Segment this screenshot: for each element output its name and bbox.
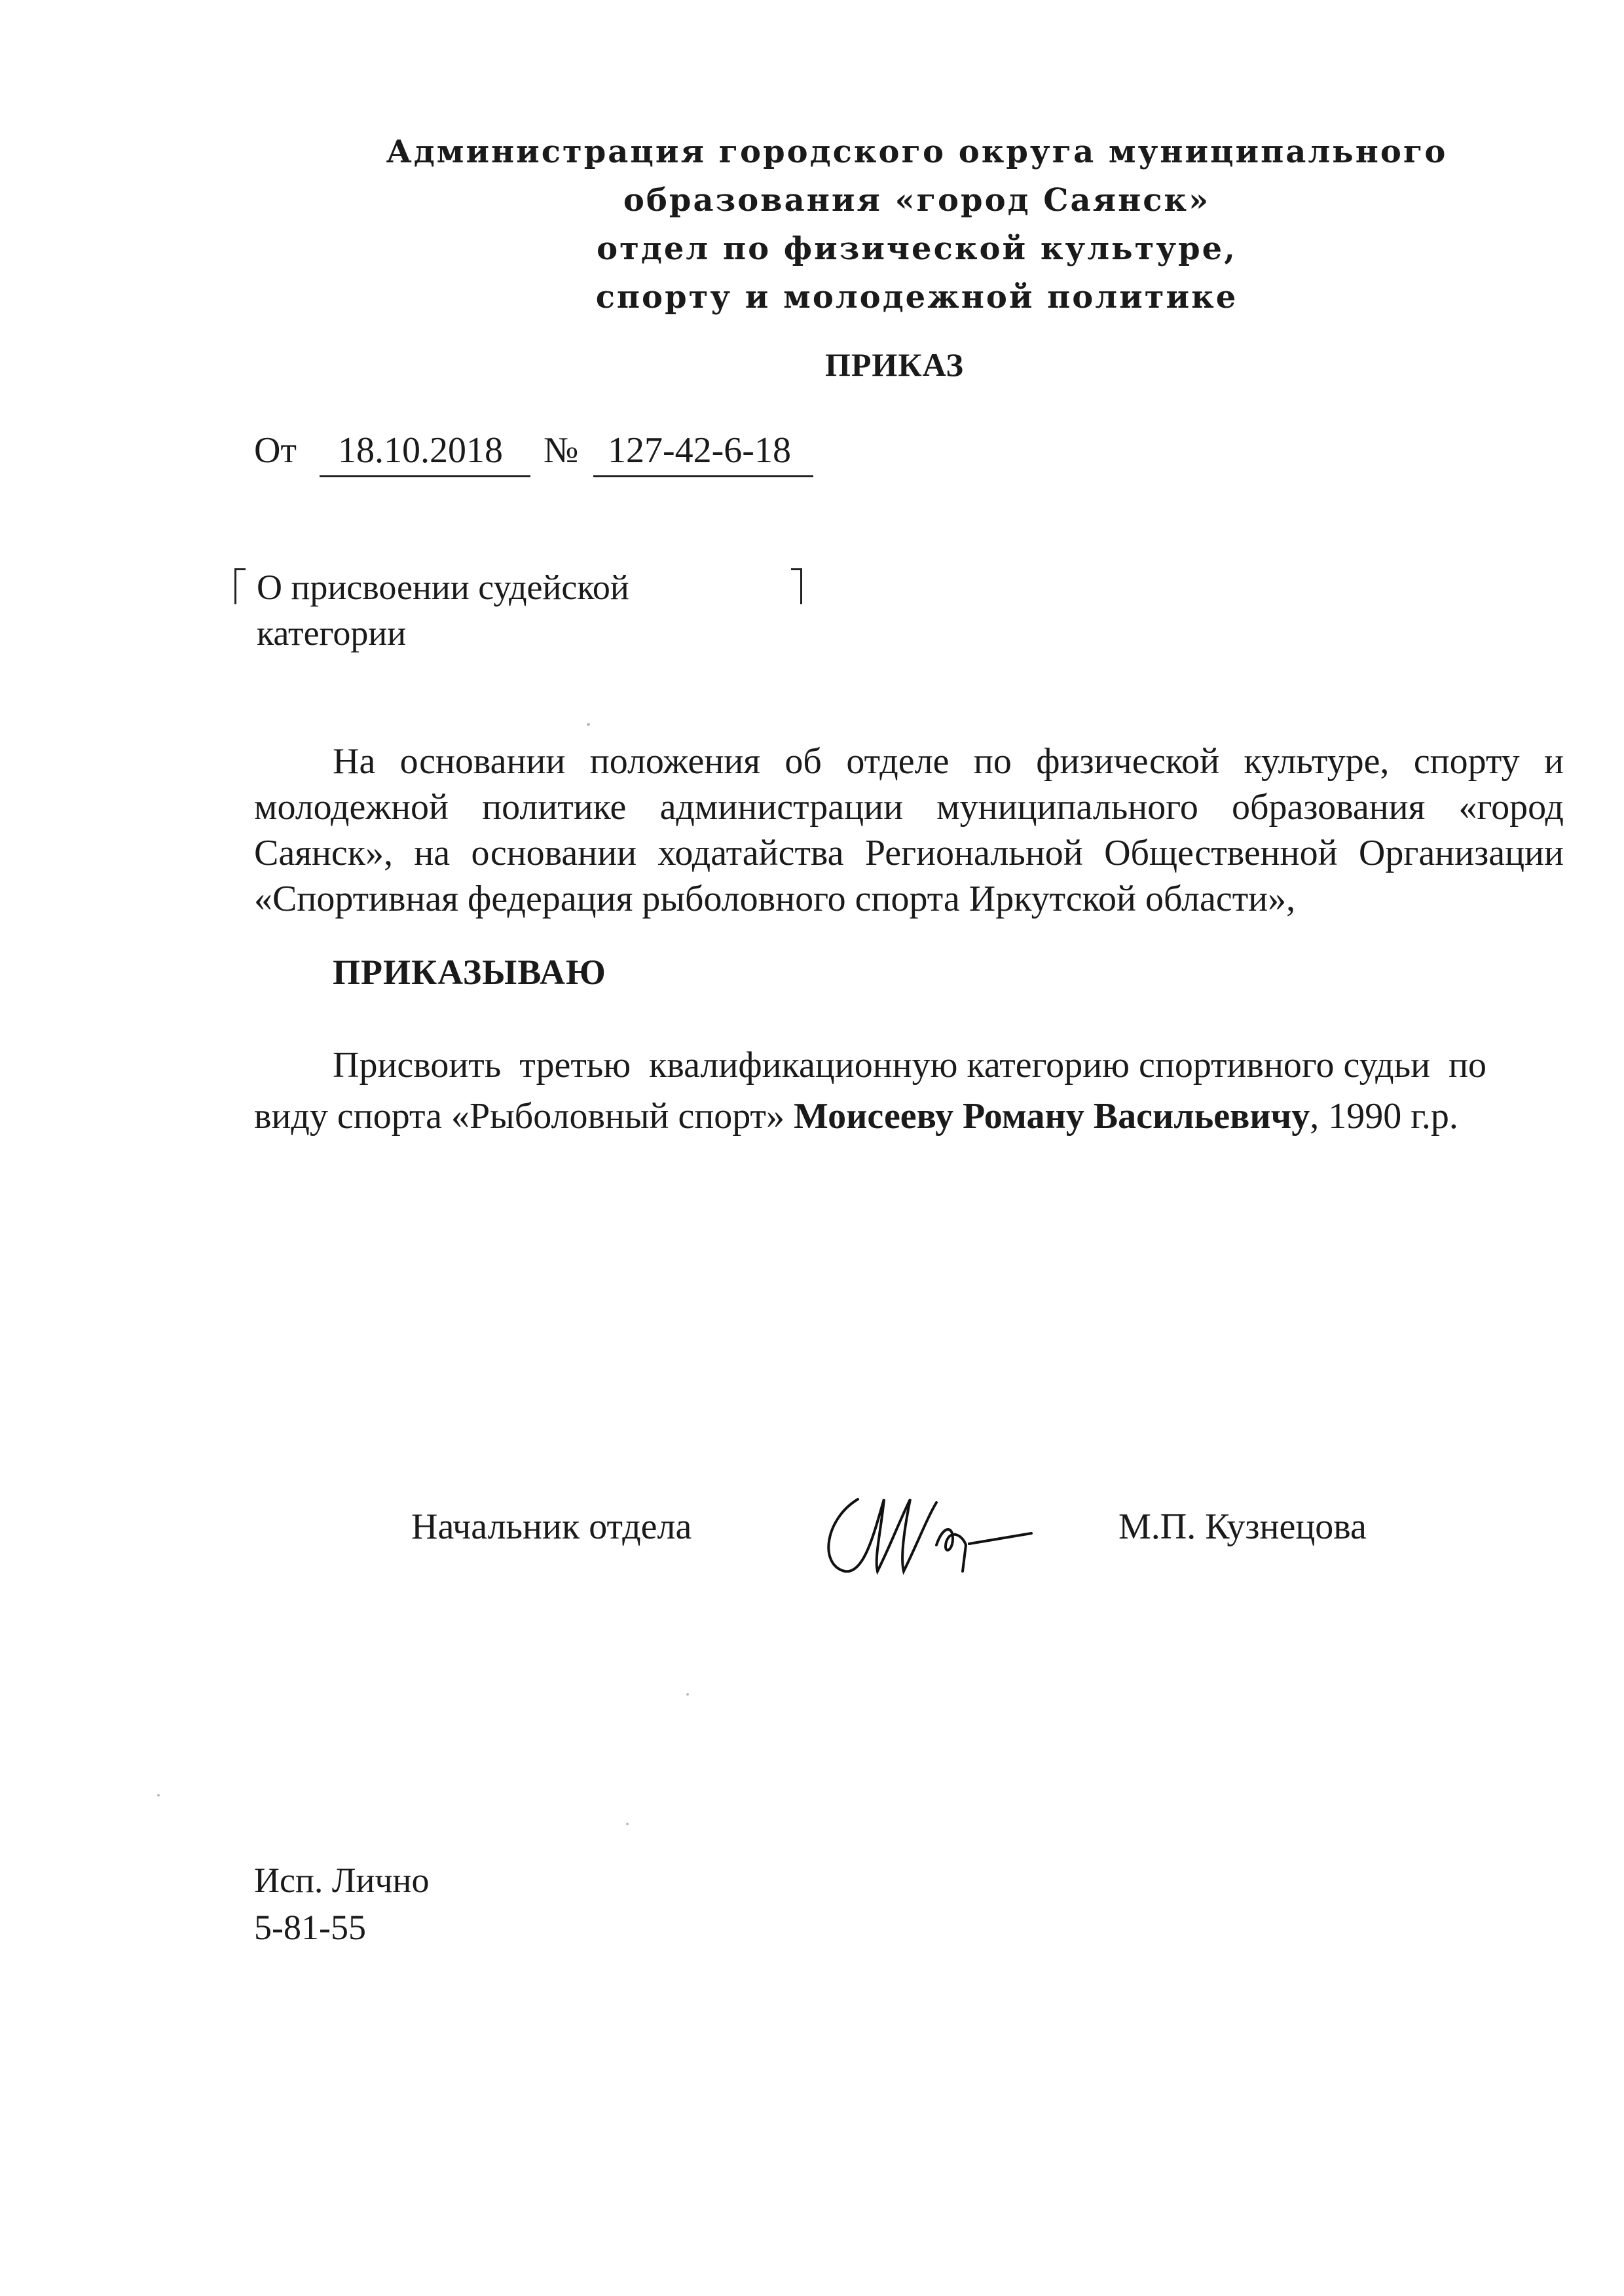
basis-line-2: молодежной политике администрации муниципального образования «город <box>254 787 1564 828</box>
basis-line-1: На основании положения об отделе по физической культуре, спорту и <box>333 741 1564 782</box>
decree-line-1: Присвоить третью квалификационную категорию спортивного судьи по <box>333 1045 1487 1085</box>
subject-bracket-left <box>234 568 246 604</box>
order-date: 18.10.2018 <box>338 430 503 471</box>
organization-header <box>0 128 1624 321</box>
decree-paragraph <box>254 1040 1564 1142</box>
scan-speck <box>587 723 590 726</box>
from-label: От <box>254 430 297 471</box>
order-subject <box>257 564 629 656</box>
scan-speck <box>686 1693 689 1696</box>
date-underline <box>320 475 530 477</box>
number-label: № <box>544 430 579 471</box>
header-line-2: образования «город Саянск» <box>623 182 1211 219</box>
subject-line-2: категории <box>257 613 407 653</box>
header-line-3: отдел по физической культуре, <box>597 230 1237 267</box>
decree-line-2-prefix: виду спорта «Рыболовный спорт» <box>254 1096 794 1137</box>
basis-line-4: «Спортивная федерация рыболовного спорта Иркутской области», <box>254 879 1296 919</box>
subject-bracket-right <box>791 568 802 604</box>
scan-speck <box>626 1823 629 1825</box>
order-number: 127-42-6-18 <box>608 430 791 471</box>
basis-paragraph <box>254 738 1564 922</box>
handwritten-signature <box>812 1473 1035 1584</box>
document-title: ПРИКАЗ <box>825 346 964 383</box>
decree-line-2-suffix: , 1990 г.р. <box>1310 1096 1458 1137</box>
subject-line-1: О присвоении судейской <box>257 568 629 607</box>
signer-name: М.П. Кузнецова <box>1118 1506 1367 1547</box>
number-underline <box>593 475 813 477</box>
header-line-1: Администрация городского округа муниципального <box>386 134 1448 170</box>
executor-line-1: Исп. Лично <box>254 1861 430 1900</box>
basis-line-3: Саянск», на основании ходатайства Региональной Общественной Организации <box>254 833 1564 873</box>
decree-line-2 <box>254 1091 1564 1142</box>
executor-block <box>254 1857 429 1951</box>
awardee-name: Моисееву Роману Васильевичу <box>794 1096 1310 1137</box>
signer-role: Начальник отдела <box>411 1506 692 1547</box>
decree-word: ПРИКАЗЫВАЮ <box>333 953 606 992</box>
header-line-4: спорту и молодежной политике <box>595 279 1238 316</box>
executor-phone: 5-81-55 <box>254 1908 366 1947</box>
scan-speck <box>157 1794 160 1796</box>
